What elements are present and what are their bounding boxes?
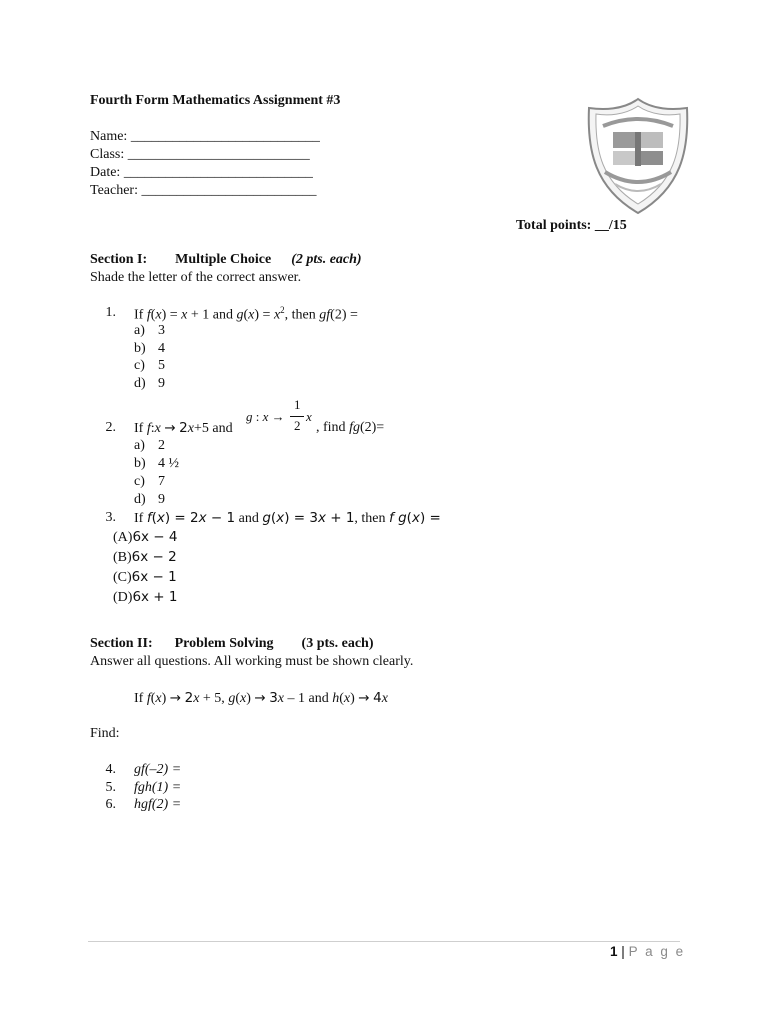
q2-option-b[interactable]: b) 4 ½ (134, 456, 179, 471)
q3-option-d[interactable]: (D)6x + 1 (113, 589, 178, 605)
teacher-field: Teacher: _________________________ (90, 183, 317, 198)
q2-option-c[interactable]: c) 7 (134, 474, 165, 489)
q3-option-b[interactable]: (B)6x − 2 (113, 549, 177, 565)
function-definitions: If f(x) → 2x + 5, g(x) → 3x – 1 and h(x) → 4x (134, 690, 388, 706)
section-1-instruction: Shade the letter of the correct answer. (90, 270, 302, 285)
section-1-heading: Section I: Multiple Choice (2 pts. each) (90, 252, 362, 267)
q1-option-c[interactable]: c) 5 (134, 358, 165, 373)
date-field: Date: ___________________________ (90, 165, 313, 180)
q3-option-c[interactable]: (C)6x − 1 (113, 569, 177, 585)
page-footer: 1 | P a g e (610, 944, 686, 959)
g-mapping-fraction: g : x → 1 2 x (246, 397, 312, 433)
name-field: Name: ___________________________ (90, 129, 320, 144)
q1-option-d[interactable]: d) 9 (134, 376, 165, 391)
q3-option-a[interactable]: (A)6x − 4 (113, 529, 178, 545)
section-2-heading: Section II: Problem Solving (3 pts. each) (90, 636, 374, 651)
q1-option-b[interactable]: b) 4 (134, 341, 165, 356)
q2-option-d[interactable]: d) 9 (134, 492, 165, 507)
total-points: Total points: __/15 (516, 218, 627, 233)
q1-option-a[interactable]: a) 3 (134, 323, 165, 338)
find-label: Find: (90, 726, 120, 741)
footer-divider (88, 941, 680, 942)
question-2-end: , find fg(2)= (316, 420, 385, 435)
section-2-instruction: Answer all questions. All working must be shown clearly. (90, 654, 414, 669)
assignment-title: Fourth Form Mathematics Assignment #3 (90, 93, 341, 108)
class-field: Class: __________________________ (90, 147, 310, 162)
school-crest-logo (585, 96, 691, 216)
q2-option-a[interactable]: a) 2 (134, 438, 165, 453)
